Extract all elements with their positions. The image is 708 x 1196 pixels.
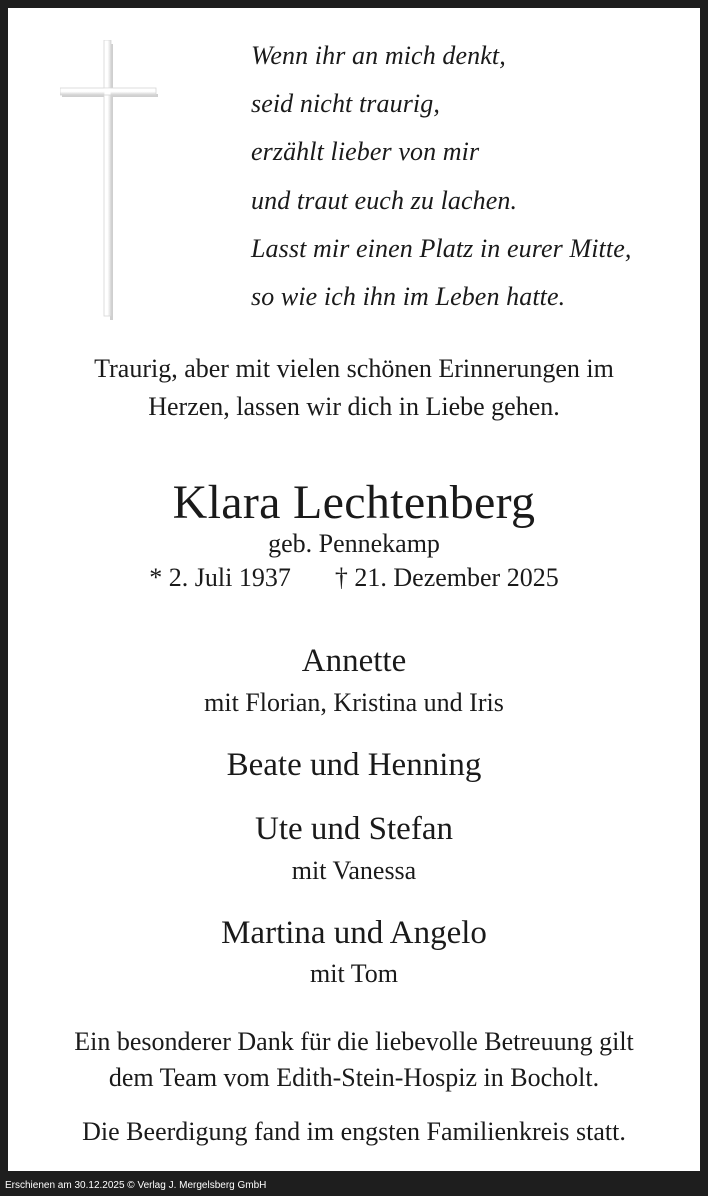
poem-line: seid nicht traurig, [251,89,440,119]
thanks-line: Ein besonderer Dank für die liebevolle Betreuung gilt [74,1027,634,1056]
birth-date: * 2. Juli 1937 [149,563,291,592]
mourner-sub: mit Tom [310,959,398,988]
intro-line: Traurig, aber mit vielen schönen Erinnerungen im [94,354,614,383]
thanks-text [8,1024,700,1096]
burial-note: Die Beerdigung fand im engsten Familienkreis statt. [82,1117,626,1146]
mourner-name: Martina und Angelo [221,915,487,951]
publication-footer: Erschienen am 30.12.2025 © Verlag J. Mergelsberg GmbH [5,1180,267,1191]
poem-line: Lasst mir einen Platz in eurer Mitte, [251,233,632,263]
intro-line: Herzen, lassen wir dich in Liebe gehen. [148,392,560,421]
poem-line: Wenn ihr an mich denkt, [251,41,506,70]
life-dates [8,562,700,594]
obituary-card [8,8,700,1171]
poem [251,32,691,321]
mourner-sub: mit Vanessa [291,856,417,885]
mourner-sub: mit Florian, Kristina und Iris [204,688,504,717]
intro-text [8,350,700,426]
mourner-name: Annette [301,643,407,679]
poem-line: und traut euch zu lachen. [251,185,518,215]
death-date: † 21. Dezember 2025 [334,563,559,592]
mourner-name: Beate und Henning [226,747,482,783]
poem-line: so wie ich ihn im Leben hatte. [251,282,566,312]
cross-icon [60,40,160,320]
thanks-line: dem Team vom Edith-Stein-Hospiz in Bocholt. [108,1063,600,1092]
maiden-name: geb. Pennekamp [268,529,440,558]
mourner-name: Ute und Stefan [255,811,453,847]
poem-line: erzählt lieber von mir [251,137,480,167]
deceased-name: Klara Lechtenberg [172,476,536,529]
